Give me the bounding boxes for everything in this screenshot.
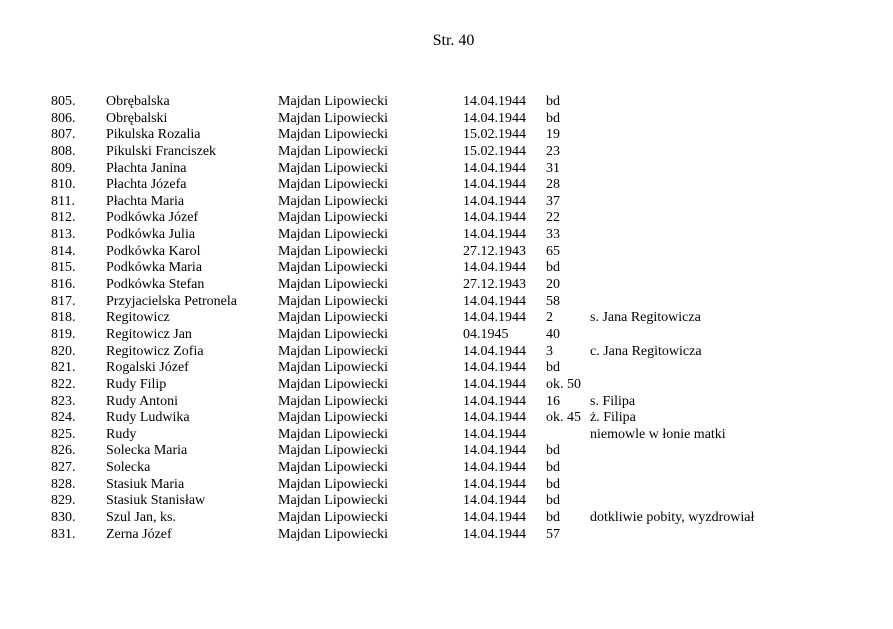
record-name: Rudy Antoni	[106, 393, 178, 409]
record-name: Płachta Maria	[106, 193, 185, 209]
record-age: bd	[546, 476, 560, 492]
record-age: 58	[546, 293, 560, 309]
record-place: Majdan Lipowiecki	[278, 360, 389, 376]
record-place: Majdan Lipowiecki	[278, 310, 389, 326]
record-date: 27.12.1943	[463, 277, 526, 293]
record-name: Rudy	[106, 426, 137, 442]
record-age: bd	[546, 510, 560, 526]
record-place: Majdan Lipowiecki	[278, 110, 389, 126]
record-date: 14.04.1944	[463, 310, 526, 326]
record-date: 14.04.1944	[463, 360, 526, 376]
record-name: Obrębalski	[106, 110, 168, 126]
record-number: 830.	[51, 510, 76, 526]
record-row	[0, 394, 893, 411]
record-age: 23	[546, 143, 560, 159]
record-place: Majdan Lipowiecki	[278, 493, 389, 509]
record-number: 810.	[51, 177, 76, 193]
record-row	[0, 111, 893, 128]
record-place: Majdan Lipowiecki	[278, 376, 389, 392]
page-number-label: Str. 40	[432, 32, 475, 49]
record-number: 823.	[51, 393, 76, 409]
record-name: Podkówka Stefan	[106, 277, 205, 293]
record-name: Zerna Józef	[106, 526, 172, 542]
record-date: 14.04.1944	[463, 443, 526, 459]
record-age: 40	[546, 326, 560, 342]
record-place: Majdan Lipowiecki	[278, 127, 389, 143]
record-note: s. Jana Regitowicza	[590, 310, 701, 326]
record-note: c. Jana Regitowicza	[590, 343, 702, 359]
record-date: 14.04.1944	[463, 193, 526, 209]
record-note: ż. Filipa	[590, 410, 636, 426]
record-place: Majdan Lipowiecki	[278, 510, 389, 526]
record-name: Płachta Janina	[106, 160, 187, 176]
record-date: 15.02.1944	[463, 143, 526, 159]
record-number: 807.	[51, 127, 76, 143]
record-age: 65	[546, 243, 560, 259]
record-note: s. Filipa	[590, 393, 636, 409]
record-place: Majdan Lipowiecki	[278, 177, 389, 193]
record-row	[0, 344, 893, 361]
record-row	[0, 327, 893, 344]
record-row	[0, 277, 893, 294]
record-number: 811.	[51, 193, 75, 209]
record-name: Przyjacielska Petronela	[106, 293, 238, 309]
record-place: Majdan Lipowiecki	[278, 426, 389, 442]
record-number: 809.	[51, 160, 76, 176]
record-number: 808.	[51, 143, 76, 159]
record-age: bd	[546, 360, 560, 376]
record-date: 27.12.1943	[463, 243, 526, 259]
record-row	[0, 360, 893, 377]
record-place: Majdan Lipowiecki	[278, 193, 389, 209]
record-age: bd	[546, 493, 560, 509]
record-row	[0, 210, 893, 227]
record-row	[0, 493, 893, 510]
record-place: Majdan Lipowiecki	[278, 393, 389, 409]
record-name: Regitowicz	[106, 310, 170, 326]
record-place: Majdan Lipowiecki	[278, 460, 389, 476]
record-date: 14.04.1944	[463, 476, 526, 492]
record-date: 04.1945	[463, 326, 509, 342]
record-place: Majdan Lipowiecki	[278, 143, 389, 159]
record-name: Regitowicz Jan	[106, 326, 192, 342]
record-number: 814.	[51, 243, 76, 259]
record-place: Majdan Lipowiecki	[278, 526, 389, 542]
record-age: 22	[546, 210, 560, 226]
record-row	[0, 443, 893, 460]
record-name: Podkówka Julia	[106, 227, 196, 243]
record-number: 824.	[51, 410, 76, 426]
record-date: 14.04.1944	[463, 160, 526, 176]
record-age: 20	[546, 277, 560, 293]
record-name: Regitowicz Zofia	[106, 343, 204, 359]
record-row	[0, 260, 893, 277]
record-date: 14.04.1944	[463, 510, 526, 526]
record-name: Szul Jan, ks.	[106, 510, 176, 526]
record-name: Podkówka Józef	[106, 210, 199, 226]
record-row	[0, 510, 893, 527]
record-date: 14.04.1944	[463, 177, 526, 193]
record-number: 817.	[51, 293, 76, 309]
record-date: 14.04.1944	[463, 110, 526, 126]
record-place: Majdan Lipowiecki	[278, 476, 389, 492]
record-row	[0, 294, 893, 311]
record-place: Majdan Lipowiecki	[278, 410, 389, 426]
record-row	[0, 410, 893, 427]
record-place: Majdan Lipowiecki	[278, 343, 389, 359]
record-place: Majdan Lipowiecki	[278, 160, 389, 176]
record-number: 806.	[51, 110, 76, 126]
record-name: Rudy Filip	[106, 376, 167, 392]
record-date: 14.04.1944	[463, 227, 526, 243]
record-row	[0, 94, 893, 111]
records-table	[0, 94, 893, 543]
record-note: niemowle w łonie matki	[590, 426, 726, 442]
record-date: 14.04.1944	[463, 526, 526, 542]
record-age: bd	[546, 443, 560, 459]
record-name: Obrębalska	[106, 94, 170, 109]
record-place: Majdan Lipowiecki	[278, 326, 389, 342]
record-date: 14.04.1944	[463, 210, 526, 226]
record-age: bd	[546, 460, 560, 476]
record-name: Podkówka Karol	[106, 243, 201, 259]
record-number: 822.	[51, 376, 76, 392]
record-number: 825.	[51, 426, 76, 442]
record-date: 14.04.1944	[463, 460, 526, 476]
record-date: 14.04.1944	[463, 426, 526, 442]
record-name: Podkówka Maria	[106, 260, 203, 276]
record-date: 14.04.1944	[463, 376, 526, 392]
record-name: Solecka	[106, 460, 151, 476]
record-name: Płachta Józefa	[106, 177, 187, 193]
record-number: 816.	[51, 277, 76, 293]
record-date: 14.04.1944	[463, 410, 526, 426]
record-number: 831.	[51, 526, 76, 542]
record-name: Rogalski Józef	[106, 360, 189, 376]
record-age: bd	[546, 110, 560, 126]
record-date: 14.04.1944	[463, 94, 526, 109]
record-name: Stasiuk Stanisław	[106, 493, 206, 509]
record-row	[0, 427, 893, 444]
record-number: 812.	[51, 210, 76, 226]
record-row	[0, 144, 893, 161]
record-number: 815.	[51, 260, 76, 276]
record-date: 14.04.1944	[463, 393, 526, 409]
record-place: Majdan Lipowiecki	[278, 260, 389, 276]
record-age: 57	[546, 526, 560, 542]
record-place: Majdan Lipowiecki	[278, 293, 389, 309]
record-number: 819.	[51, 326, 76, 342]
record-place: Majdan Lipowiecki	[278, 277, 389, 293]
record-age: ok. 50	[546, 376, 581, 392]
record-place: Majdan Lipowiecki	[278, 227, 389, 243]
record-age: 2	[546, 310, 553, 326]
record-date: 14.04.1944	[463, 343, 526, 359]
page-header	[0, 32, 893, 50]
record-number: 828.	[51, 476, 76, 492]
record-row	[0, 310, 893, 327]
record-row	[0, 377, 893, 394]
record-date: 14.04.1944	[463, 260, 526, 276]
record-number: 820.	[51, 343, 76, 359]
record-row	[0, 177, 893, 194]
record-number: 821.	[51, 360, 76, 376]
record-row	[0, 477, 893, 494]
record-number: 805.	[51, 94, 76, 109]
record-number: 829.	[51, 493, 76, 509]
record-number: 813.	[51, 227, 76, 243]
record-row	[0, 194, 893, 211]
record-number: 826.	[51, 443, 76, 459]
record-age: 28	[546, 177, 560, 193]
record-date: 14.04.1944	[463, 293, 526, 309]
record-row	[0, 227, 893, 244]
record-number: 827.	[51, 460, 76, 476]
record-age: 3	[546, 343, 553, 359]
record-date: 14.04.1944	[463, 493, 526, 509]
record-name: Pikulska Rozalia	[106, 127, 201, 143]
record-name: Stasiuk Maria	[106, 476, 185, 492]
record-name: Rudy Ludwika	[106, 410, 190, 426]
record-place: Majdan Lipowiecki	[278, 443, 389, 459]
record-name: Solecka Maria	[106, 443, 188, 459]
record-number: 818.	[51, 310, 76, 326]
record-age: bd	[546, 260, 560, 276]
record-name: Pikulski Franciszek	[106, 143, 217, 159]
record-age: 16	[546, 393, 560, 409]
record-age: 37	[546, 193, 560, 209]
record-age: 33	[546, 227, 560, 243]
record-place: Majdan Lipowiecki	[278, 243, 389, 259]
record-row	[0, 527, 893, 544]
record-row	[0, 161, 893, 178]
record-date: 15.02.1944	[463, 127, 526, 143]
record-row	[0, 127, 893, 144]
record-place: Majdan Lipowiecki	[278, 94, 389, 109]
record-age: ok. 45	[546, 410, 581, 426]
record-age: 31	[546, 160, 560, 176]
record-age: 19	[546, 127, 560, 143]
record-age: bd	[546, 94, 560, 109]
record-note: dotkliwie pobity, wyzdrowiał	[590, 510, 755, 526]
record-place: Majdan Lipowiecki	[278, 210, 389, 226]
record-row	[0, 460, 893, 477]
record-row	[0, 244, 893, 261]
